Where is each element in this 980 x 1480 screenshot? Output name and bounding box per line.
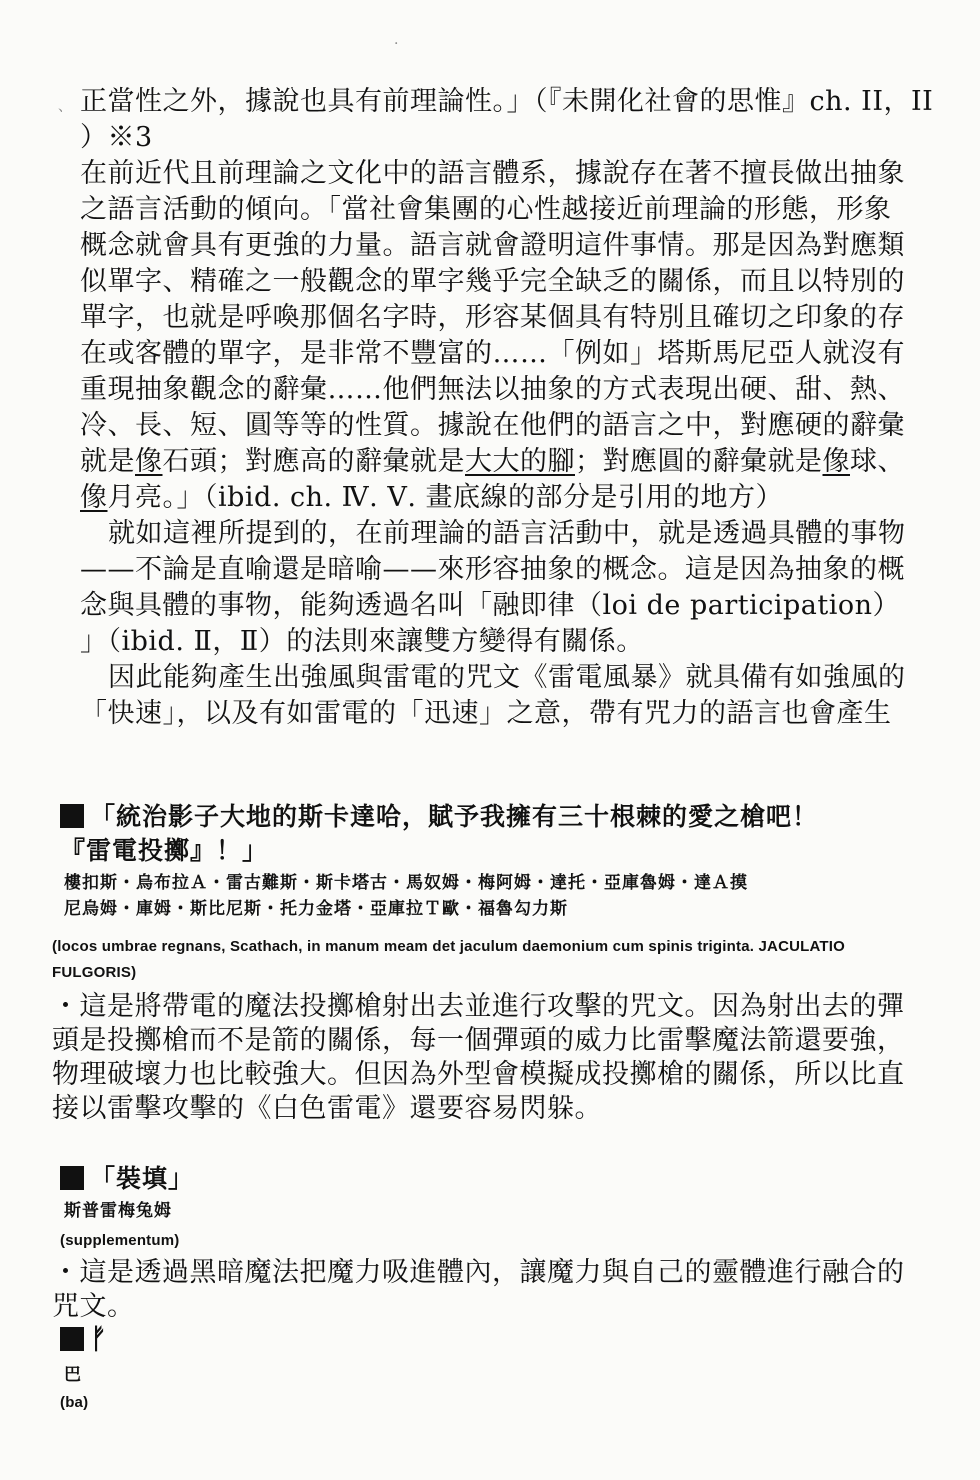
margin-tick: · xyxy=(394,36,399,52)
margin-mark: 、 xyxy=(58,99,72,115)
spell2-reading: 斯普雷梅兔姆 xyxy=(64,1201,172,1221)
square-bullet-icon xyxy=(60,1327,84,1351)
body-line-10: 冷、長、短、圓等等的性質。據說在他們的語言之中，對應硬的辭彙 xyxy=(80,410,905,441)
body-line-2: ）※3 xyxy=(80,122,153,153)
underlined-text: 大大的腳 xyxy=(465,446,575,477)
body-line-1: 正當性之外，據說也具有前理論性。」（『未開化社會的思惟』ch. II，II xyxy=(80,86,934,117)
spell3-latin: (ba) xyxy=(60,1394,89,1411)
spell1-latin-line1: (locos umbrae regnans, Scathach, in manum meam det jaculum daemonium cum spinis triginta. JACULATIO xyxy=(52,938,846,955)
para3-line-1: 因此能夠產生出強風與雷電的咒文《雷電風暴》就具備有如強風的 xyxy=(108,662,906,693)
spell2-desc-line2: 咒文。 xyxy=(52,1291,135,1322)
spell1-latin-line2: FULGORIS) xyxy=(52,964,137,981)
text-segment: 石頭；對應高的辭彙就是 xyxy=(162,446,465,477)
body-line-4: 之語言活動的傾向。「當社會集團的心性越接近前理論的形態，形象 xyxy=(80,194,892,225)
underlined-text: 像 xyxy=(822,446,850,477)
spell1-desc-line1: ・這是將帶電的魔法投擲槍射出去並進行攻擊的咒文。因為射出去的彈 xyxy=(52,991,905,1022)
spell2-latin: (supplementum) xyxy=(60,1232,180,1249)
body-line-7: 單字，也就是呼喚那個名字時，形容某個具有特別且確切之印象的存 xyxy=(80,302,905,333)
para2-line-1: 就如這裡所提到的，在前理論的語言活動中，就是透過具體的事物 xyxy=(108,518,906,549)
spell1-reading-line1: 樓扣斯・烏布拉Ａ・雷古難斯・斯卡塔古・馬奴姆・梅阿姆・達托・亞庫魯姆・達Ａ摸 xyxy=(64,873,748,893)
body-line-11 xyxy=(80,444,910,480)
spell3-title xyxy=(60,1322,108,1357)
spell2-title-text: 「裝填」 xyxy=(90,1164,195,1193)
body-line-3: 在前近代且前理論之文化中的語言體系，據說存在著不擅長做出抽象 xyxy=(80,158,905,189)
spell3-reading: 巴 xyxy=(64,1365,82,1385)
square-bullet-icon xyxy=(60,1166,84,1190)
para2-line-2: ——不論是直喻還是暗喻——來形容抽象的概念。這是因為抽象的概 xyxy=(80,554,905,585)
body-line-6: 似單字、精確之一般觀念的單字幾乎完全缺乏的關係，而且以特別的 xyxy=(80,266,905,297)
para2-line-3: 念與具體的事物，能夠透過名叫「融即律（loi de participation） xyxy=(80,590,900,621)
text-segment: ；對應圓的辭彙就是 xyxy=(575,446,823,477)
spell1-reading-line2: 尼烏姆・庫姆・斯比尼斯・托力金塔・亞庫拉Ｔ歐・福魯勾力斯 xyxy=(64,899,568,919)
para2-line-4: 」（ibid. Ⅱ，Ⅱ）的法則來讓雙方變得有關係。 xyxy=(80,626,644,657)
spell1-desc-line3: 物理破壞力也比較強大。但因為外型會模擬成投擲槍的關係，所以比直 xyxy=(52,1059,905,1090)
text-segment: 月亮。」（ibid. ch. Ⅳ. Ⅴ. 畫底線的部分是引用的地方） xyxy=(107,482,783,513)
spell1-title xyxy=(60,800,818,834)
spell1-title-line2: 『雷電投擲』！」 xyxy=(60,836,269,865)
underlined-text: 像 xyxy=(135,446,163,477)
underlined-text: 像 xyxy=(80,482,108,513)
para3-line-2: 「快速」，以及有如雷電的「迅速」之意，帶有咒力的語言也會產生 xyxy=(80,698,892,729)
spell2-desc-line1: ・這是透過黑暗魔法把魔力吸進體內，讓魔力與自己的靈體進行融合的 xyxy=(52,1257,905,1288)
spell2-title xyxy=(60,1162,194,1196)
rune-glyph: ᚠ xyxy=(90,1322,108,1355)
spell1-desc-line4: 接以雷擊攻擊的《白色雷電》還要容易閃躲。 xyxy=(52,1093,602,1124)
body-line-5: 概念就會具有更強的力量。語言就會證明這件事情。那是因為對應類 xyxy=(80,230,905,261)
body-line-9: 重現抽象觀念的辭彙……他們無法以抽象的方式表現出硬、甜、熱、 xyxy=(80,374,905,405)
spell1-title-text: 「統治影子大地的斯卡達哈，賦予我擁有三十根棘的愛之槍吧！ xyxy=(90,802,819,831)
text-segment: 就是 xyxy=(80,446,135,477)
body-line-12 xyxy=(80,480,910,516)
text-segment: 球、 xyxy=(850,446,905,477)
spell1-desc-line2: 頭是投擲槍而不是箭的關係，每一個彈頭的威力比雷擊魔法箭還要強， xyxy=(52,1025,905,1056)
square-bullet-icon xyxy=(60,804,84,828)
body-line-8: 在或客體的單字，是非常不豐富的……「例如」塔斯馬尼亞人就沒有 xyxy=(80,338,905,369)
